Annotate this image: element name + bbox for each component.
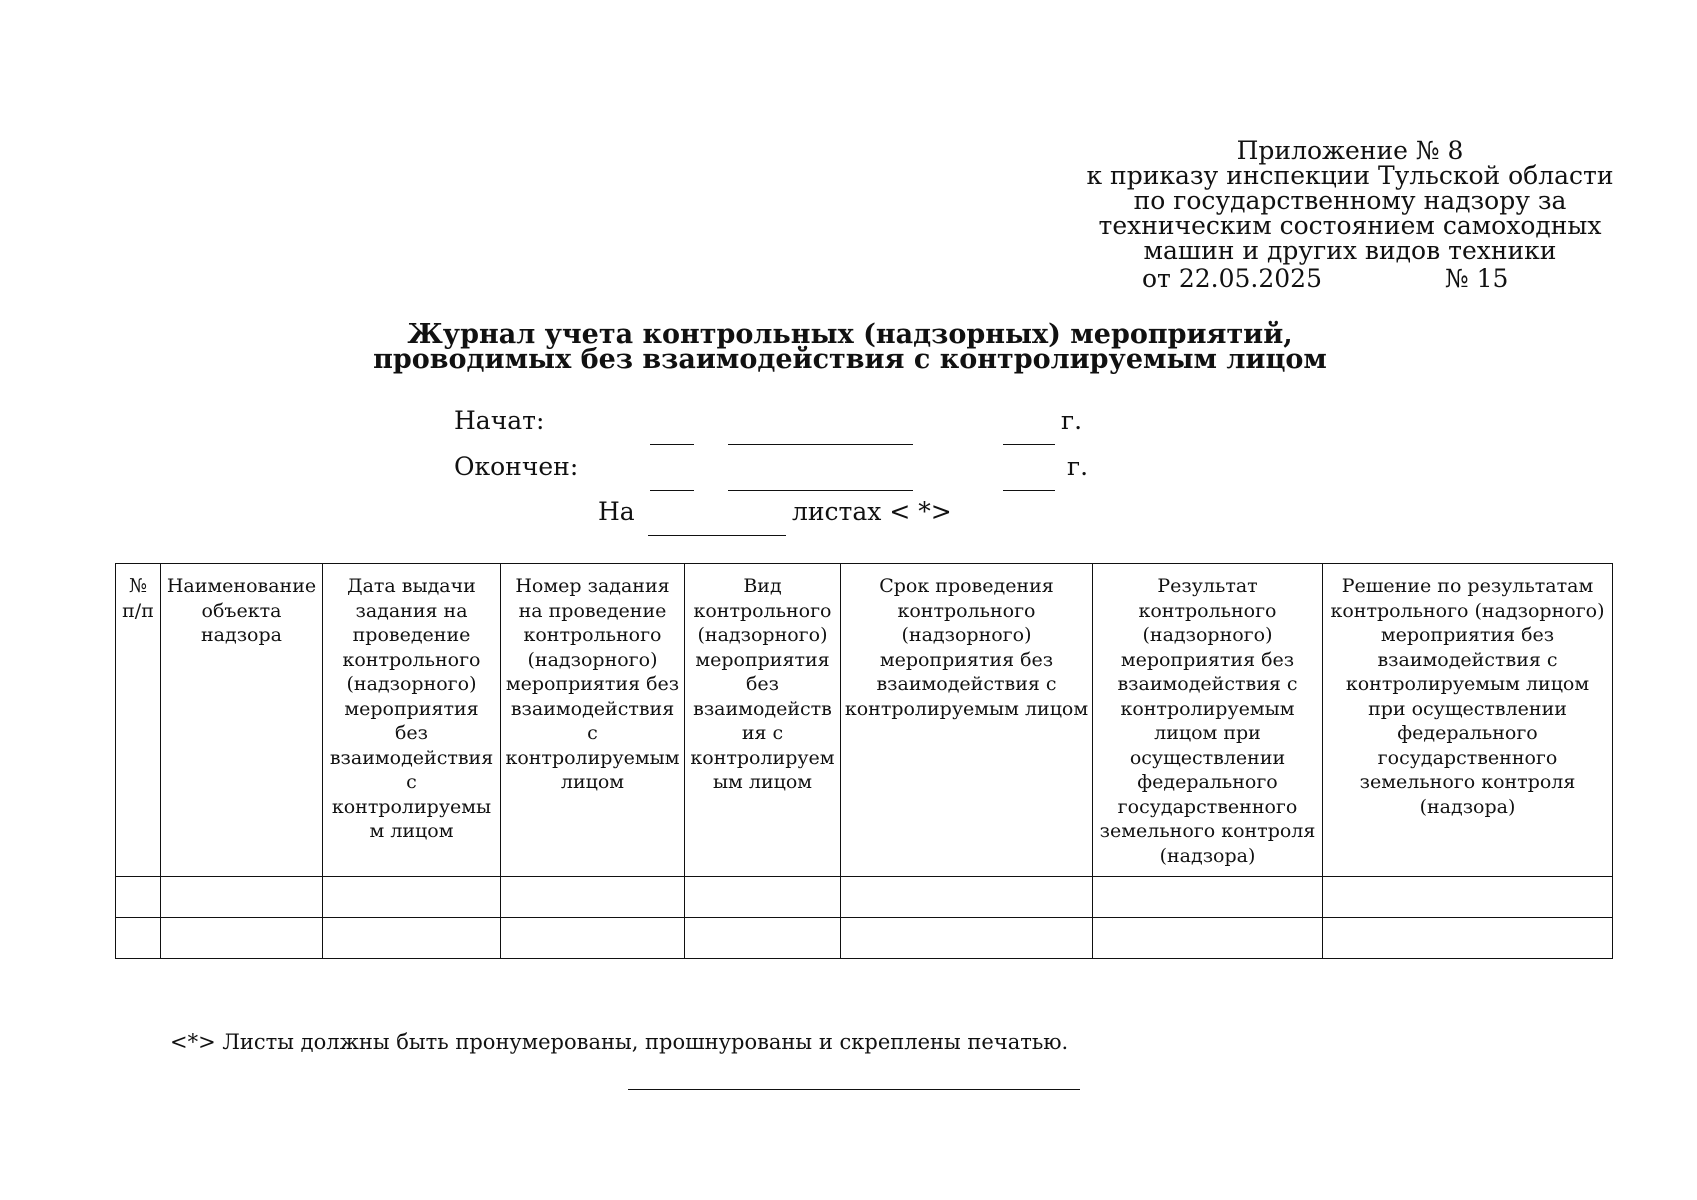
appendix-line-1: к приказу инспекции Тульской области <box>1086 161 1614 190</box>
table-row <box>116 877 1613 918</box>
table-cell <box>841 918 1093 959</box>
table-row <box>116 918 1613 959</box>
started-year-blank <box>1003 444 1055 445</box>
table-cell <box>501 877 685 918</box>
bottom-divider <box>628 1089 1080 1090</box>
ended-day-blank <box>650 490 694 491</box>
sheets-count-blank <box>648 535 786 536</box>
table-cell <box>1323 877 1613 918</box>
sheets-prefix: На <box>598 497 635 526</box>
table-cell <box>161 877 323 918</box>
table-cell <box>1093 918 1323 959</box>
table-cell <box>323 877 501 918</box>
table-cell <box>841 877 1093 918</box>
table-header-row <box>116 564 1613 877</box>
col-header-number: № п/п <box>116 564 161 877</box>
appendix-line-3: техническим состоянием самоходных <box>1098 211 1602 240</box>
table-cell <box>116 877 161 918</box>
ended-label: Окончен: <box>454 452 579 481</box>
ended-year-blank <box>1003 490 1055 491</box>
appendix-line-2: по государственному надзору за <box>1133 186 1567 215</box>
appendix-number: Приложение № 8 <box>1236 136 1464 165</box>
col-header-measure-type: Вид контрольного (надзорного) мероприятия без взаимодействия с контролируемым лицом <box>685 564 841 877</box>
started-year-suffix: г. <box>1061 406 1083 435</box>
table-cell <box>501 918 685 959</box>
started-month-blank <box>728 444 913 445</box>
table-cell <box>161 918 323 959</box>
ended-month-blank <box>728 490 913 491</box>
ended-year-suffix: г. <box>1067 452 1089 481</box>
footnote: <*> Листы должны быть пронумерованы, прошнурованы и скреплены печатью. <box>170 1030 1069 1054</box>
table-cell <box>323 918 501 959</box>
col-header-measure-result: Результат контрольного (надзорного) мероприятия без взаимодействия с контролируемым лицом при осуществлении федерального государственного земельного контроля (надзора) <box>1093 564 1323 877</box>
appendix-header <box>1060 138 1640 263</box>
appendix-line-4: машин и других видов техники <box>1143 236 1557 265</box>
sheets-suffix: листах < *> <box>792 497 952 526</box>
col-header-task-number: Номер задания на проведение контрольного (надзорного) мероприятия без взаимодействия с контролируемым лицом <box>501 564 685 877</box>
col-header-object-name: Наименование объекта надзора <box>161 564 323 877</box>
col-header-decision: Решение по результатам контрольного (надзорного) мероприятия без взаимодействия с контролируемым лицом при осуществлении федерального государственного земельного контроля (надзора) <box>1323 564 1613 877</box>
journal-title-line-1: Журнал учета контрольных (надзорных) мероприятий, <box>407 319 1293 350</box>
journal-title-line-2: проводимых без взаимодействия с контролируемым лицом <box>373 344 1327 375</box>
col-header-measure-term: Срок проведения контрольного (надзорного) мероприятия без взаимодействия с контролируемым лицом <box>841 564 1093 877</box>
order-date: от 22.05.2025 <box>1142 264 1322 293</box>
table-cell <box>685 877 841 918</box>
table-cell <box>685 918 841 959</box>
started-day-blank <box>650 444 694 445</box>
col-header-task-issue-date: Дата выдачи задания на проведение контрольного (надзорного) мероприятия без взаимодействия с контролируемым лицом <box>323 564 501 877</box>
started-label: Начат: <box>454 406 545 435</box>
table-cell <box>1093 877 1323 918</box>
order-number: № 15 <box>1445 264 1509 293</box>
table-cell <box>1323 918 1613 959</box>
table-cell <box>116 918 161 959</box>
journal-table <box>115 563 1613 959</box>
journal-title <box>300 319 1400 375</box>
